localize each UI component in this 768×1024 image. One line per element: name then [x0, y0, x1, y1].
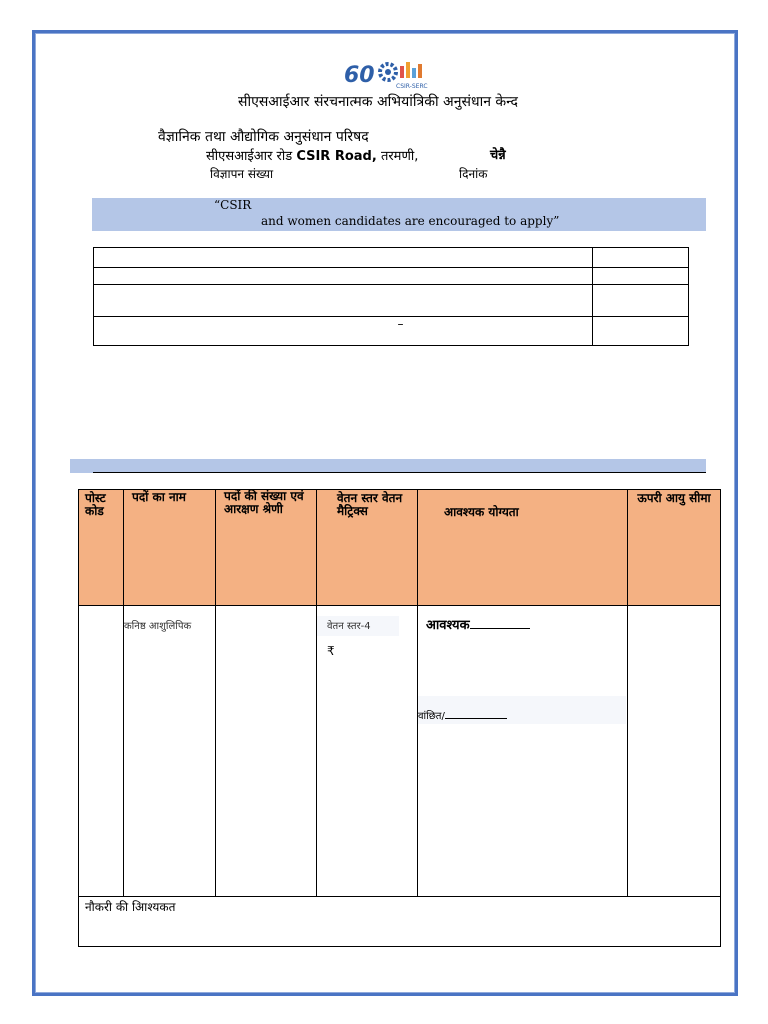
- header-post-name: पदों का नाम: [124, 490, 216, 606]
- desirable-label: वांछित/: [418, 711, 445, 722]
- section-rule: [93, 472, 706, 473]
- post-name: कनिष्ठ आशुलिपिक: [124, 621, 192, 632]
- address-road-hindi: सीएसआईआर रोड: [206, 149, 293, 164]
- pay-level: वेतन स्तर-4: [317, 616, 399, 636]
- rupee-symbol: ₹: [327, 644, 335, 658]
- address-road-english: CSIR Road,: [296, 149, 377, 164]
- info-cell: [593, 317, 689, 346]
- date-label: दिनांक: [459, 167, 488, 181]
- council-name: वैज्ञानिक तथा औद्योगिक अनुसंधान परिषद: [158, 129, 369, 145]
- cell-age-limit: [628, 606, 721, 897]
- info-cell: [94, 268, 593, 285]
- cell-post-count: [216, 606, 317, 897]
- desirable-blank: [445, 718, 507, 719]
- essential-blank: [470, 628, 530, 629]
- essential-label: आवश्यक: [426, 618, 470, 633]
- advertisement-number-label: विज्ञापन संख्या: [210, 167, 274, 181]
- info-cell: [94, 248, 593, 268]
- essential-qualification: [426, 615, 627, 633]
- info-cell: [593, 285, 689, 317]
- info-table: [93, 247, 689, 346]
- address-area: तरमणी,: [380, 149, 419, 164]
- banner-line-2: and women candidates are encouraged to apply”: [261, 214, 560, 228]
- logo-text: CSIR-SERC: [396, 83, 428, 90]
- cell-pay-level: [317, 606, 418, 897]
- info-cell: [593, 268, 689, 285]
- cell-post-name: [124, 606, 216, 897]
- header-post-code: पोस्ट कोड: [79, 490, 124, 606]
- info-cell-dash: –: [94, 317, 593, 346]
- institute-title: सीएसआईआर संरचनात्मक अभियांत्रिकी अनुसंधान केन्द: [238, 94, 518, 110]
- header-qualification: आवश्यक योग्यता: [418, 490, 628, 606]
- info-cell: [94, 285, 593, 317]
- header-pay-level: वेतन स्तर वेतन मैट्रिक्स: [317, 490, 418, 606]
- city-name: चेन्नै: [490, 148, 506, 163]
- logo-number: 60: [344, 63, 375, 88]
- banner-line-1: “CSIR: [214, 198, 252, 212]
- address-line: [206, 146, 418, 164]
- header-post-count: पदों की संख्या एवं आरक्षण श्रेणी: [216, 490, 317, 606]
- section-band: [70, 459, 706, 473]
- header-age-limit: ऊपरी आयु सीमा: [628, 490, 721, 606]
- job-requirement: नौकरी की आिश्यकत: [79, 897, 721, 947]
- cell-post-code: [79, 606, 124, 897]
- info-cell: [593, 248, 689, 268]
- desirable-qualification: [418, 708, 507, 722]
- cell-qualification: [418, 606, 628, 897]
- posts-table: [78, 489, 721, 947]
- csir-serc-logo: [344, 58, 434, 90]
